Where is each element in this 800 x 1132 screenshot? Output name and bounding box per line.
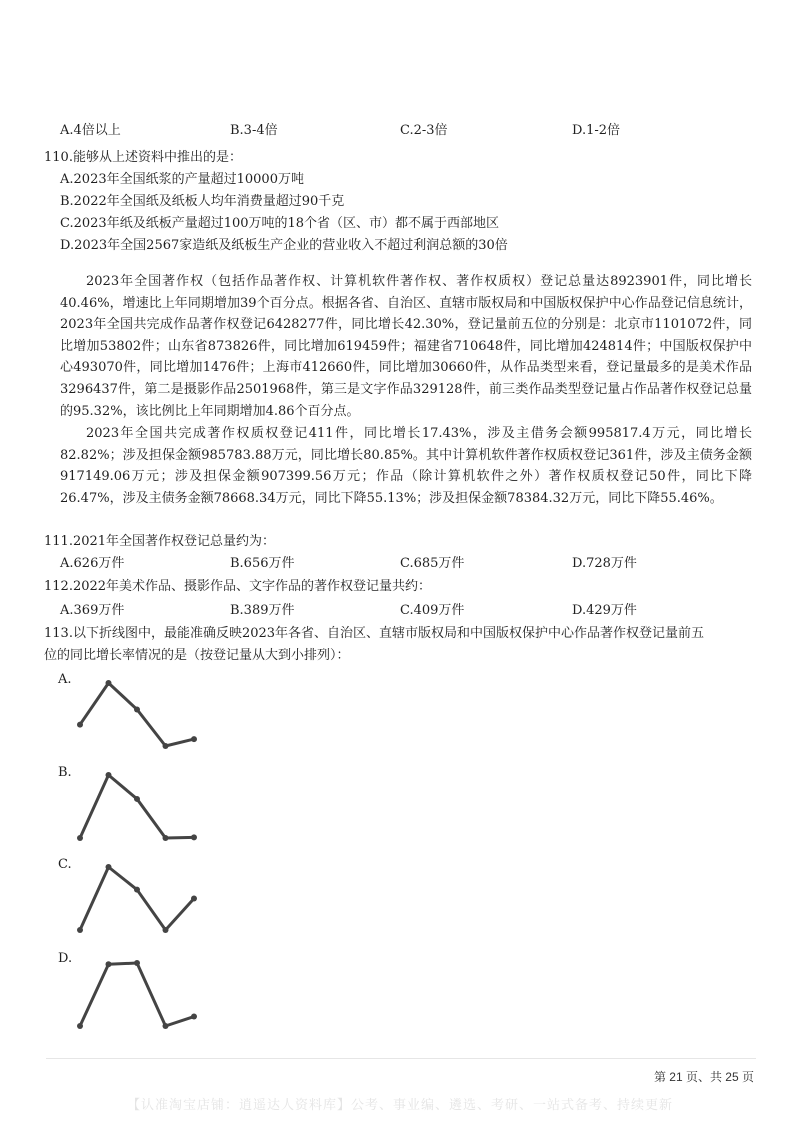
watermark: 【认准淘宝店铺：逍遥达人资料库】公考、事业编、遴选、考研、一站式备考、持续更新: [126, 1098, 673, 1113]
q112-options: [60, 601, 760, 621]
data-point-2: [106, 680, 112, 686]
q113-option-a-label[interactable]: A.: [58, 672, 72, 687]
q109-option-c[interactable]: C.2-3倍: [400, 123, 448, 138]
q109-option-b[interactable]: B.3-4倍: [230, 123, 278, 138]
data-point-2: [106, 864, 112, 870]
data-point-5: [191, 1014, 197, 1020]
data-point-3: [134, 960, 140, 966]
data-point-2: [106, 772, 112, 778]
q113-stem-line-2: 位的同比增长率情况的是（按登记量从大到小排列）：: [44, 648, 350, 663]
q112-option-a[interactable]: A.369万件: [60, 603, 125, 618]
data-point-3: [134, 706, 140, 712]
q113-option-d-label[interactable]: D.: [58, 951, 73, 966]
q111-options: [60, 554, 760, 574]
q112-stem: 112.2022年美术作品、摄影作品、文字作品的著作权登记量共约：: [44, 579, 432, 594]
data-point-1: [77, 1023, 83, 1029]
series-line: [80, 775, 194, 838]
data-point-1: [77, 835, 83, 841]
series-line: [80, 867, 194, 930]
q109-option-d[interactable]: D.1-2倍: [572, 123, 621, 138]
material-paragraph-1: 2023年全国著作权（包括作品著作权、计算机软件著作权、著作权质权）登记总量达8923901件，同比增长40.46%，增速比上年同期增加39个百分点。根据各省、自治区、直辖市版权局和中国版权保护中心作品登记信息统计，2023年全国共完成作品著作权登记6428277件，同比增长42.30%，登记量前五位的分别是：北京市1101072件，同比增加53802件；山东省873826件，同比增加619459件；福建省710648件，同比增加424814件；中国版权保护中心493070件，同比增加1476件；上海市412660件，同比增加30660件，从作品类型来看，登记量最多的是美术作品3296437件，第二是摄影作品2501968件，第三是文字作品329128件，前三类作品类型登记量占作品著作权登记总量的95.32%，该比例比上年同期增加4.86个百分点。: [60, 274, 752, 419]
q110-option-b[interactable]: B.2022年全国纸及纸板人均年消费量超过90千克: [60, 194, 345, 209]
q111-stem: 111.2021年全国著作权登记总量约为：: [44, 534, 276, 549]
q110-option-c[interactable]: C.2023年纸及纸板产量超过100万吨的18个省（区、市）都不属于西部地区: [60, 216, 500, 231]
data-point-1: [77, 927, 83, 933]
q113-option-b-label[interactable]: B.: [58, 765, 72, 780]
q112-option-c[interactable]: C.409万件: [400, 603, 465, 618]
q111-option-d[interactable]: D.728万件: [572, 556, 637, 571]
q112-option-b[interactable]: B.389万件: [230, 603, 295, 618]
data-point-2: [106, 961, 112, 967]
data-point-3: [134, 796, 140, 802]
q109-option-a[interactable]: A.4倍以上: [60, 123, 121, 138]
data-point-5: [191, 736, 197, 742]
q109-options: [60, 121, 760, 141]
series-line: [80, 963, 194, 1026]
footer-divider: [46, 1058, 756, 1059]
data-point-1: [77, 722, 83, 728]
q110-option-a[interactable]: A.2023年全国纸浆的产量超过10000万吨: [60, 172, 304, 187]
series-line: [80, 683, 194, 746]
q111-option-c[interactable]: C.685万件: [400, 556, 465, 571]
page-number: 第 21 页、共 25 页: [653, 1070, 754, 1084]
data-point-4: [163, 1023, 169, 1029]
q113-option-c-label[interactable]: C.: [58, 857, 72, 872]
q112-option-d[interactable]: D.429万件: [572, 603, 637, 618]
q113-stem-line-1: 113.以下折线图中，最能准确反映2023年各省、自治区、直辖市版权局和中国版权保护中心作品著作权登记量前五: [44, 626, 705, 641]
q113-option-b-chart[interactable]: [70, 768, 210, 848]
data-point-5: [191, 834, 197, 840]
material-paragraph-2: 2023年全国共完成著作权质权登记411件，同比增长17.43%，涉及主借务会额995817.4万元，同比增长82.82%；涉及担保金额985783.88万元，同比增长80.85%。其中计算机软件著作权质权登记361件，涉及主债务金额917149.06万元；涉及担保金额907399.56万元；作品（除计算机软件之外）著作权质权登记50件，同比下降26.47%，涉及主债务金额78668.34万元，同比下降55.13%；涉及担保金额78384.32万元，同比下降55.46%。: [60, 426, 752, 506]
data-point-4: [163, 743, 169, 749]
data-point-5: [191, 896, 197, 902]
data-point-4: [163, 927, 169, 933]
q111-option-b[interactable]: B.656万件: [230, 556, 295, 571]
q111-option-a[interactable]: A.626万件: [60, 556, 125, 571]
q113-option-d-chart[interactable]: [70, 956, 210, 1036]
data-point-3: [134, 887, 140, 893]
data-point-4: [163, 835, 169, 841]
q110-option-d[interactable]: D.2023年全国2567家造纸及纸板生产企业的营业收入不超过利润总额的30倍: [60, 238, 508, 253]
q113-option-c-chart[interactable]: [70, 860, 210, 940]
q110-stem: 110.能够从上述资料中推出的是：: [44, 150, 242, 165]
q113-option-a-chart[interactable]: [70, 676, 210, 756]
